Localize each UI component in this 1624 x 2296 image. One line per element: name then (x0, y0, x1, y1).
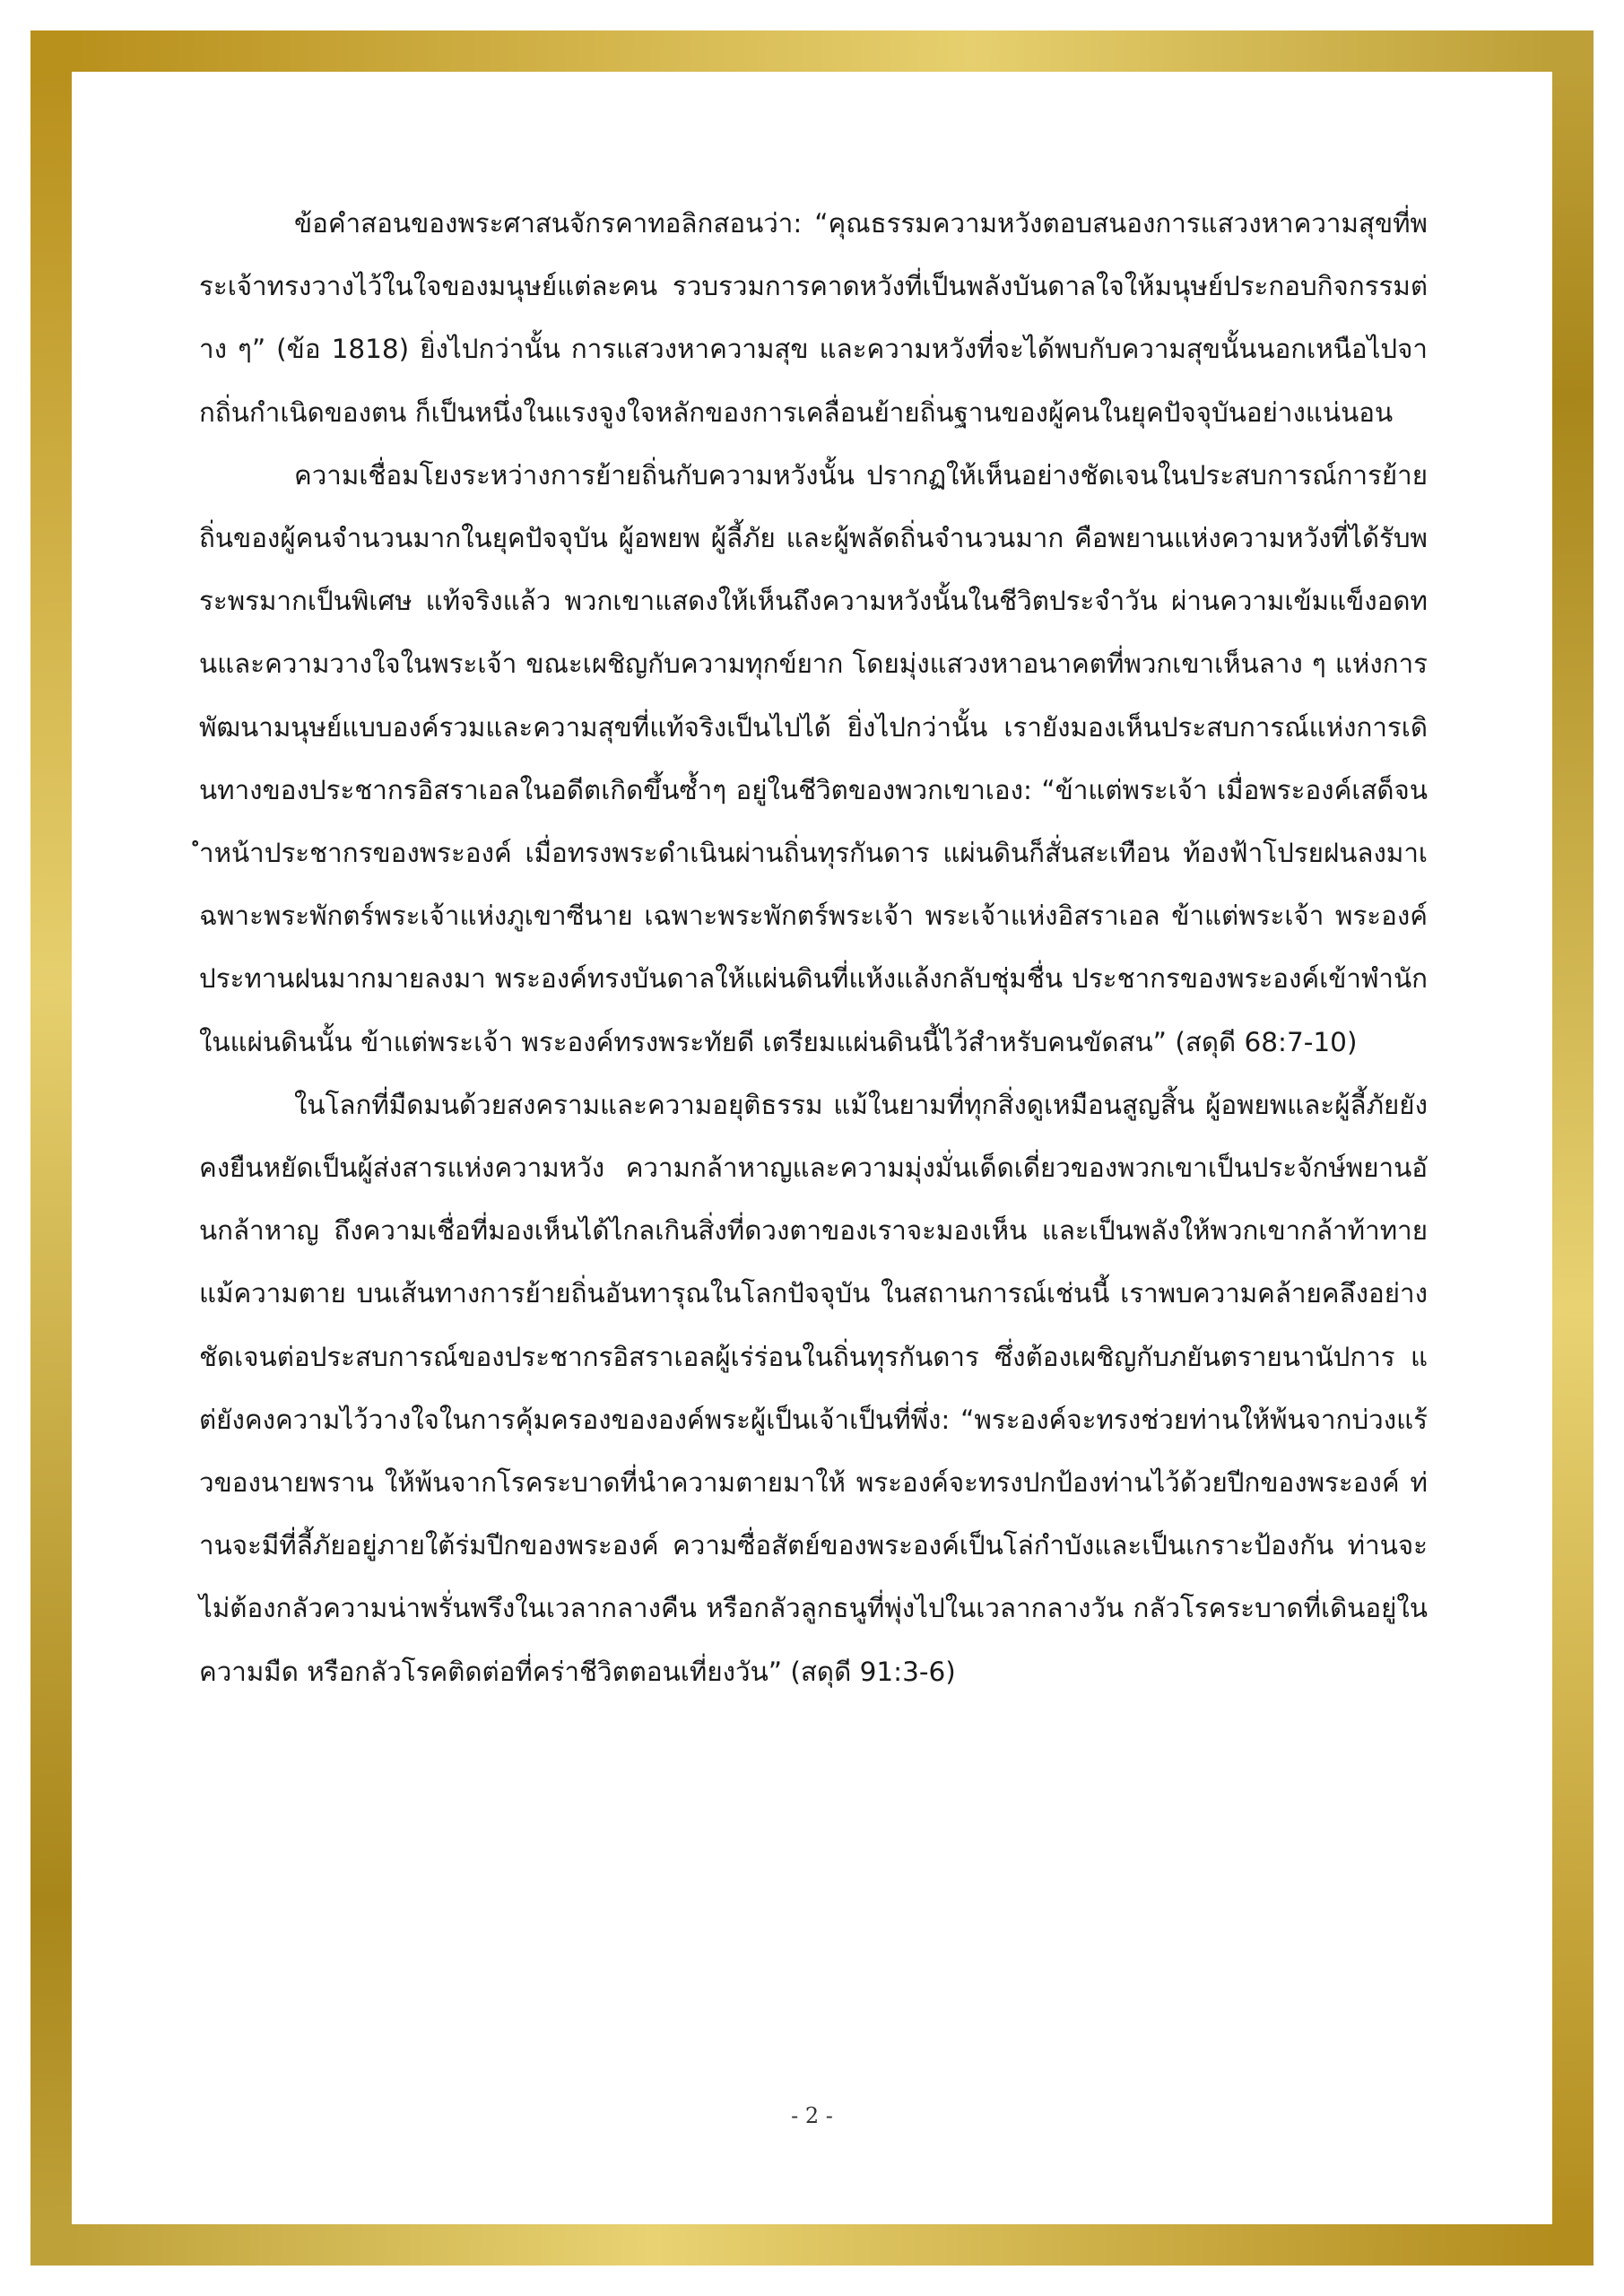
document-body (199, 192, 1428, 1703)
paragraph-3: ในโลกที่มืดมนด้วยสงครามและความอยุติธรรม แม้ในยามที่ทุกสิ่งดูเหมือนสูญสิ้น ผู้อพยพและผู้ลี้ภัยยังคงยืนหยัดเป็นผู้ส่งสารแห่งความหวัง ความกล้าหาญและความมุ่งมั่นเด็ดเดี่ยวของพวกเขาเป็นประจักษ์พยานอันกล้าหาญ ถึงความเชื่อที่มองเห็นได้ไกลเกินสิ่งที่ดวงตาของเราจะมองเห็น และเป็นพลังให้พวกเขากล้าท้าทายแม้ความตาย บนเส้นทางการย้ายถิ่นอันทารุณในโลกปัจจุบัน ในสถานการณ์เช่นนี้ เราพบความคล้ายคลึงอย่างชัดเจนต่อประสบการณ์ของประชากรอิสราเอลผู้เร่ร่อนในถิ่นทุรกันดาร ซึ่งต้องเผชิญกับภยันตรายนานัปการ แต่ยังคงความไว้วางใจในการคุ้มครองขององค์พระผู้เป็นเจ้าเป็นที่พึ่ง: “พระองค์จะทรงช่วยท่านให้พ้นจากบ่วงแร้วของนายพราน ให้พ้นจากโรคระบาดที่นำความตายมาให้ พระองค์จะทรงปกป้องท่านไว้ด้วยปีกของพระองค์ ท่านจะมีที่ลี้ภัยอยู่ภายใต้ร่มปีกของพระองค์ ความซื่อสัตย์ของพระองค์เป็นโล่กำบังและเป็นเกราะป้องกัน ท่านจะไม่ต้องกลัวความน่าพรั่นพรึงในเวลากลางคืน หรือกลัวลูกธนูที่พุ่งไปในเวลากลางวัน กลัวโรคระบาดที่เดินอยู่ในความมืด หรือกลัวโรคติดต่อที่คร่าชีวิตตอนเที่ยงวัน” (สดุดี 91:3-6) (199, 1089, 1428, 1687)
paragraph-1: ข้อคำสอนของพระศาสนจักรคาทอลิกสอนว่า: “คุณธรรมความหวังตอบสนองการแสวงหาความสุขที่พระเจ้าทรงวางไว้ในใจของมนุษย์แต่ละคน รวบรวมการคาดหวังที่เป็นพลังบันดาลใจให้มนุษย์ประกอบกิจกรรมต่าง ๆ” (ข้อ 1818) ยิ่งไปกว่านั้น การแสวงหาความสุข และความหวังที่จะได้พบกับความสุขนั้นนอกเหนือไปจากถิ่นกำเนิดของตน ก็เป็นหนึ่งในแรงจูงใจหลักของการเคลื่อนย้ายถิ่นฐานของผู้คนในยุคปัจจุบันอย่างแน่นอน (199, 208, 1428, 428)
paragraph-2: ความเชื่อมโยงระหว่างการย้ายถิ่นกับความหวังนั้น ปรากฏให้เห็นอย่างชัดเจนในประสบการณ์การย้ายถิ่นของผู้คนจำนวนมากในยุคปัจจุบัน ผู้อพยพ ผู้ลี้ภัย และผู้พลัดถิ่นจำนวนมาก คือพยานแห่งความหวังที่ได้รับพระพรมากเป็นพิเศษ แท้จริงแล้ว พวกเขาแสดงให้เห็นถึงความหวังนั้นในชีวิตประจำวัน ผ่านความเข้มแข็งอดทนและความวางใจในพระเจ้า ขณะเผชิญกับความทุกข์ยาก โดยมุ่งแสวงหาอนาคตที่พวกเขาเห็นลาง ๆ แห่งการพัฒนามนุษย์แบบองค์รวมและความสุขที่แท้จริงเป็นไปได้ ยิ่งไปกว่านั้น เรายังมองเห็นประสบการณ์แห่งการเดินทางของประชากรอิสราเอลในอดีตเกิดขึ้นซ้ำๆ อยู่ในชีวิตของพวกเขาเอง: “ข้าแต่พระเจ้า เมื่อพระองค์เสด็จนำหน้าประชากรของพระองค์ เมื่อทรงพระดำเนินผ่านถิ่นทุรกันดาร แผ่นดินก็สั่นสะเทือน ท้องฟ้าโปรยฝนลงมาเฉพาะพระพักตร์พระเจ้าแห่งภูเขาซีนาย เฉพาะพระพักตร์พระเจ้า พระเจ้าแห่งอิสราเอล ข้าแต่พระเจ้า พระองค์ประทานฝนมากมายลงมา พระองค์ทรงบันดาลให้แผ่นดินที่แห้งแล้งกลับชุ่มชื่น ประชากรของพระองค์เข้าพำนักในแผ่นดินนั้น ข้าแต่พระเจ้า พระองค์ทรงพระทัยดี เตรียมแผ่นดินนี้ไว้สำหรับคนขัดสน” (สดุดี 68:7-10) (199, 459, 1428, 1057)
page-number: - 2 - (791, 2103, 833, 2128)
